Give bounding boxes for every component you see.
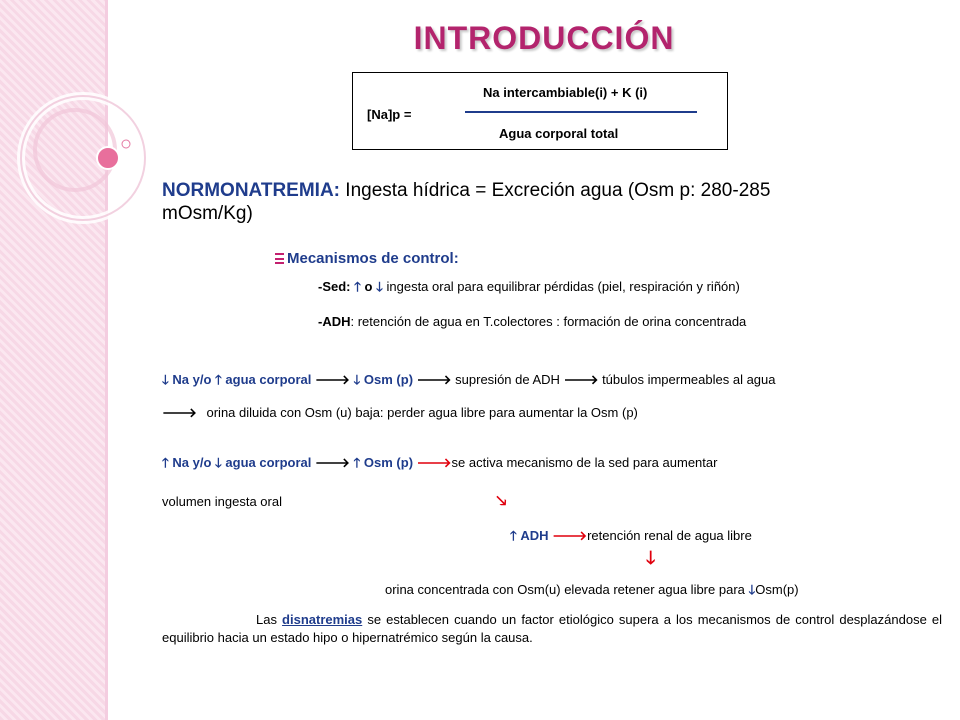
hyper-na: Na y/o — [172, 455, 212, 470]
hyper-adh: ADH — [520, 528, 549, 543]
bullet-icon — [275, 253, 284, 264]
normonatremia-line — [162, 180, 770, 202]
arrow-right-icon: 🡒 — [315, 455, 350, 470]
adh-label: -ADH — [318, 314, 351, 329]
normonatremia-line-2: mOsm/Kg) — [162, 203, 253, 224]
paragraph-term: disnatremias — [282, 612, 363, 627]
hyper-osm: Osm (p) — [363, 455, 414, 470]
fraction-line — [465, 111, 697, 113]
hyper-row — [162, 454, 717, 476]
arrow-down-icon: 🡓 — [748, 582, 756, 597]
arrow-down-icon: 🡓 — [353, 372, 361, 387]
arrow-down-icon: 🡓 — [646, 548, 656, 568]
arrow-down-icon: 🡓 — [376, 279, 383, 294]
arrow-down-icon: 🡓 — [162, 372, 169, 387]
hypo-adh: supresión de ADH — [455, 372, 560, 387]
hyper-adh-row — [510, 527, 752, 549]
normonatremia-text: Ingesta hídrica = Excreción agua (Osm p: 280-285 — [340, 180, 771, 201]
hyper-final-row — [385, 581, 799, 603]
hypo-result: orina diluida con Osm (u) baja: perder agua libre para aumentar la Osm (p) — [206, 405, 638, 420]
normonatremia-label: NORMONATREMIA: — [162, 180, 341, 201]
arrow-up-icon: 🡑 — [354, 279, 361, 294]
arrow-right-icon: 🡒 — [162, 405, 197, 420]
hypo-water: agua corporal — [225, 372, 312, 387]
conclusion-paragraph — [162, 611, 942, 647]
hyper-final-end: Osm(p) — [755, 582, 799, 597]
adh-row — [318, 314, 746, 329]
formula-denominator: Agua corporal total — [499, 126, 619, 141]
adh-text: : retención de agua en T.colectores : formación de orina concentrada — [350, 314, 747, 329]
arrow-up-icon: 🡑 — [353, 455, 361, 470]
arrow-down-icon: 🡓 — [215, 455, 222, 470]
formula-lhs: [Na]p = — [367, 107, 412, 122]
sed-text: ingesta oral para equilibrar pérdidas (piel, respiración y riñón) — [386, 279, 740, 294]
paragraph-pre: Las — [256, 612, 277, 627]
sed-mid: o — [364, 279, 373, 294]
hyper-final: orina concentrada con Osm(u) elevada retener agua libre para — [385, 582, 745, 597]
arrow-down-right-icon: 🡖 — [496, 493, 507, 510]
formula-box — [352, 72, 728, 150]
hypo-tubules: túbulos impermeables al agua — [602, 372, 776, 387]
arrow-right-icon: 🡒 — [416, 455, 452, 470]
hyper-thirst: se activa mecanismo de la sed para aumentar — [451, 455, 718, 470]
hyper-line-2: volumen ingesta oral — [162, 494, 282, 509]
hypo-row — [162, 371, 776, 393]
sed-label: -Sed: — [318, 279, 351, 294]
page-title: INTRODUCCIÓN — [413, 20, 675, 56]
arrow-up-icon: 🡑 — [215, 372, 222, 387]
arrow-up-icon: 🡑 — [510, 528, 517, 543]
arrow-right-icon: 🡒 — [552, 528, 588, 543]
hypo-row-2 — [162, 405, 638, 421]
paragraph-post: se establecen cuando un factor etiológico supera a los mecanismos de control desplazándose el equilibrio hacia un estado hipo o hipernatrémico según la causa. — [162, 612, 942, 645]
arrow-right-icon: 🡒 — [416, 372, 452, 387]
sed-row — [318, 278, 740, 300]
mechanisms-heading-row — [275, 250, 459, 267]
mechanisms-heading: Mecanismos de control: — [287, 250, 459, 267]
hypo-na: Na y/o — [172, 372, 212, 387]
arrow-right-icon: 🡒 — [315, 372, 350, 387]
hypo-osm: Osm (p) — [363, 372, 414, 387]
arrow-up-icon: 🡑 — [162, 455, 169, 470]
hyper-adh-text: retención renal de agua libre — [587, 528, 752, 543]
formula-numerator: Na intercambiable(i) + K (i) — [483, 85, 648, 100]
hyper-water: agua corporal — [225, 455, 312, 470]
arrow-right-icon: 🡒 — [563, 372, 599, 387]
